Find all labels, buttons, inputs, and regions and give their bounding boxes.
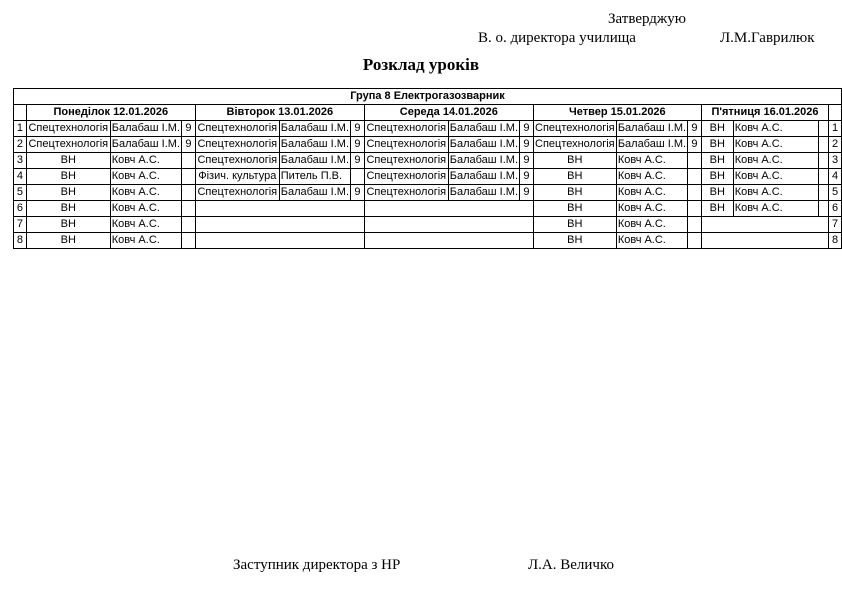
corner-cell-left: [14, 105, 27, 121]
period-number-left: 6: [14, 201, 27, 217]
subject-cell: Спецтехнологія: [26, 121, 110, 137]
subject-cell: Спецтехнологія: [364, 185, 448, 201]
teacher-cell: Балабаш І.М.: [110, 137, 181, 153]
period-number-left: 1: [14, 121, 27, 137]
room-cell: [819, 169, 829, 185]
day-header-wednesday: Середа 14.01.2026: [364, 105, 533, 121]
room-cell: [182, 233, 196, 249]
room-cell: [182, 169, 196, 185]
teacher-cell: Ковч А.С.: [733, 121, 819, 137]
teacher-cell: Балабаш І.М.: [448, 169, 519, 185]
teacher-cell: Балабаш І.М.: [279, 137, 350, 153]
teacher-cell: Ковч А.С.: [110, 233, 181, 249]
teacher-cell: Ковч А.С.: [733, 137, 819, 153]
room-cell: 9: [182, 137, 196, 153]
room-cell: [688, 217, 702, 233]
subject-cell: ВН: [533, 201, 616, 217]
teacher-cell: Балабаш І.М.: [616, 121, 687, 137]
room-cell: 9: [520, 185, 534, 201]
teacher-cell: Ковч А.С.: [110, 185, 181, 201]
period-number-left: 4: [14, 169, 27, 185]
period-number-right: 7: [829, 217, 842, 233]
subject-cell: ВН: [533, 185, 616, 201]
empty-day-cell: [364, 217, 533, 233]
period-number-right: 6: [829, 201, 842, 217]
room-cell: 9: [351, 153, 365, 169]
empty-day-cell: [364, 233, 533, 249]
teacher-cell: Ковч А.С.: [110, 217, 181, 233]
subject-cell: ВН: [26, 233, 110, 249]
room-cell: 9: [520, 121, 534, 137]
teacher-cell: Балабаш І.М.: [448, 153, 519, 169]
period-number-right: 1: [829, 121, 842, 137]
room-cell: 9: [688, 121, 702, 137]
corner-cell-right: [829, 105, 842, 121]
teacher-cell: Балабаш І.М.: [279, 185, 350, 201]
teacher-cell: Ковч А.С.: [733, 201, 819, 217]
approval-stamp-text: Затверджую: [608, 11, 686, 27]
period-number-right: 4: [829, 169, 842, 185]
schedule-row: [14, 233, 842, 249]
teacher-cell: Ковч А.С.: [110, 201, 181, 217]
period-number-right: 3: [829, 153, 842, 169]
group-title: Група 8 Електрогазозварник: [14, 89, 842, 105]
empty-day-cell: [195, 217, 364, 233]
subject-cell: ВН: [701, 137, 733, 153]
subject-cell: Спецтехнологія: [195, 185, 279, 201]
teacher-cell: Ковч А.С.: [616, 201, 687, 217]
approval-director-role: В. о. директора училища: [478, 30, 636, 46]
schedule-row: [14, 201, 842, 217]
day-header-monday: Понеділок 12.01.2026: [26, 105, 195, 121]
period-number-left: 8: [14, 233, 27, 249]
page-title: Розклад уроків: [362, 55, 480, 74]
teacher-cell: Ковч А.С.: [733, 153, 819, 169]
room-cell: [182, 217, 196, 233]
schedule-row: [14, 121, 842, 137]
teacher-cell: Балабаш І.М.: [448, 121, 519, 137]
room-cell: [819, 121, 829, 137]
subject-cell: ВН: [533, 233, 616, 249]
teacher-cell: Балабаш І.М.: [616, 137, 687, 153]
day-header-row: [14, 105, 842, 121]
teacher-cell: Балабаш І.М.: [279, 153, 350, 169]
teacher-cell: Ковч А.С.: [616, 185, 687, 201]
room-cell: 9: [520, 153, 534, 169]
period-number-left: 5: [14, 185, 27, 201]
subject-cell: Спецтехнологія: [364, 169, 448, 185]
subject-cell: Спецтехнологія: [364, 153, 448, 169]
teacher-cell: Балабаш І.М.: [279, 121, 350, 137]
room-cell: [351, 169, 365, 185]
period-number-right: 2: [829, 137, 842, 153]
subject-cell: Спецтехнологія: [26, 137, 110, 153]
subject-cell: Фізич. культура: [195, 169, 279, 185]
room-cell: [819, 137, 829, 153]
period-number-right: 8: [829, 233, 842, 249]
group-header-row: [14, 89, 842, 105]
subject-cell: ВН: [701, 201, 733, 217]
room-cell: 9: [351, 137, 365, 153]
room-cell: 9: [688, 137, 702, 153]
empty-day-cell: [701, 233, 828, 249]
room-cell: [688, 153, 702, 169]
subject-cell: ВН: [533, 217, 616, 233]
room-cell: [688, 201, 702, 217]
subject-cell: Спецтехнологія: [364, 121, 448, 137]
subject-cell: ВН: [26, 153, 110, 169]
room-cell: 9: [351, 121, 365, 137]
teacher-cell: Балабаш І.М.: [448, 185, 519, 201]
schedule-row: [14, 137, 842, 153]
subject-cell: ВН: [701, 185, 733, 201]
subject-cell: Спецтехнологія: [195, 153, 279, 169]
teacher-cell: Питель П.В.: [279, 169, 350, 185]
teacher-cell: Ковч А.С.: [616, 153, 687, 169]
period-number-left: 2: [14, 137, 27, 153]
subject-cell: Спецтехнологія: [195, 121, 279, 137]
room-cell: 9: [520, 137, 534, 153]
empty-day-cell: [364, 201, 533, 217]
teacher-cell: Ковч А.С.: [733, 169, 819, 185]
room-cell: [688, 169, 702, 185]
room-cell: [688, 185, 702, 201]
subject-cell: Спецтехнологія: [364, 137, 448, 153]
schedule-row: [14, 185, 842, 201]
teacher-cell: Ковч А.С.: [616, 233, 687, 249]
empty-day-cell: [195, 233, 364, 249]
room-cell: [182, 153, 196, 169]
day-header-tuesday: Вівторок 13.01.2026: [195, 105, 364, 121]
room-cell: [819, 201, 829, 217]
subject-cell: Спецтехнологія: [533, 121, 616, 137]
teacher-cell: Ковч А.С.: [733, 185, 819, 201]
subject-cell: ВН: [533, 169, 616, 185]
subject-cell: ВН: [26, 201, 110, 217]
teacher-cell: Ковч А.С.: [616, 217, 687, 233]
subject-cell: ВН: [26, 169, 110, 185]
subject-cell: ВН: [26, 217, 110, 233]
teacher-cell: Балабаш І.М.: [448, 137, 519, 153]
deputy-director-name: Л.А. Величко: [528, 557, 615, 573]
room-cell: [819, 185, 829, 201]
schedule-row: [14, 169, 842, 185]
teacher-cell: Ковч А.С.: [616, 169, 687, 185]
subject-cell: ВН: [701, 153, 733, 169]
subject-cell: Спецтехнологія: [195, 137, 279, 153]
approval-director-name: Л.М.Гаврилюк: [720, 30, 815, 46]
empty-day-cell: [701, 217, 828, 233]
room-cell: 9: [351, 185, 365, 201]
schedule-table: [13, 88, 842, 249]
room-cell: [819, 153, 829, 169]
teacher-cell: Балабаш І.М.: [110, 121, 181, 137]
subject-cell: ВН: [533, 153, 616, 169]
deputy-director-role: Заступник директора з НР: [233, 557, 401, 573]
subject-cell: ВН: [701, 121, 733, 137]
empty-day-cell: [195, 201, 364, 217]
room-cell: [182, 201, 196, 217]
period-number-left: 3: [14, 153, 27, 169]
room-cell: 9: [182, 121, 196, 137]
subject-cell: Спецтехнологія: [533, 137, 616, 153]
room-cell: [182, 185, 196, 201]
schedule-row: [14, 217, 842, 233]
teacher-cell: Ковч А.С.: [110, 153, 181, 169]
room-cell: [688, 233, 702, 249]
room-cell: 9: [520, 169, 534, 185]
subject-cell: ВН: [26, 185, 110, 201]
day-header-thursday: Четвер 15.01.2026: [533, 105, 701, 121]
schedule-row: [14, 153, 842, 169]
period-number-right: 5: [829, 185, 842, 201]
period-number-left: 7: [14, 217, 27, 233]
day-header-friday: П'ятниця 16.01.2026: [701, 105, 828, 121]
teacher-cell: Ковч А.С.: [110, 169, 181, 185]
subject-cell: ВН: [701, 169, 733, 185]
